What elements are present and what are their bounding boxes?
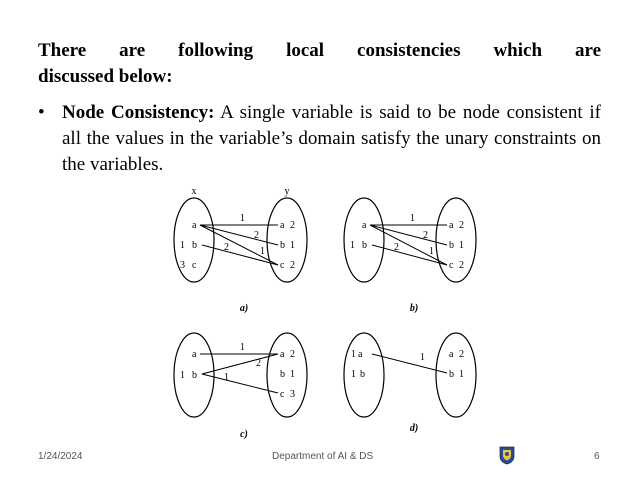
var-y-label: y — [284, 186, 290, 197]
footer-department: Department of AI & DS — [272, 451, 374, 462]
y-value: b — [449, 240, 454, 251]
panel-b — [344, 198, 476, 314]
x-count: 1 — [351, 369, 356, 380]
x-value: b — [362, 240, 367, 251]
bullet-marker: • — [38, 102, 45, 123]
y-count: 1 — [459, 240, 464, 251]
y-value: b — [280, 369, 285, 380]
edge — [370, 225, 447, 245]
heading-line-2: discussed below: — [38, 66, 173, 87]
y-count: 1 — [290, 240, 295, 251]
edge — [202, 245, 278, 265]
domain-y-ellipse — [267, 333, 307, 417]
x-count: 3 — [180, 260, 185, 271]
bullet-body: A single variable is said to be node consistent if all the values in the variable’s domain satisfy the unary constraints on the variables. — [62, 102, 601, 175]
edge-label: 2 — [224, 242, 229, 253]
edge-label: 2 — [394, 242, 399, 253]
y-value: a — [449, 220, 454, 231]
x-value: a — [192, 349, 197, 360]
x-value: a — [192, 220, 197, 231]
institution-logo-icon — [498, 445, 516, 465]
footer-page-number: 6 — [594, 451, 600, 462]
edge-label: 1 — [420, 352, 425, 363]
y-count: 2 — [290, 349, 295, 360]
x-count: 1 — [180, 370, 185, 381]
panel-c — [174, 333, 307, 440]
x-count: 1 — [351, 349, 356, 360]
y-value: b — [280, 240, 285, 251]
panel-caption: c) — [240, 429, 248, 440]
edge-label: 1 — [260, 246, 265, 257]
edge-label: 1 — [410, 213, 415, 224]
bullet-term: Node Consistency: — [62, 102, 215, 123]
y-value: a — [449, 349, 454, 360]
x-count: 1 — [180, 240, 185, 251]
edge-label: 2 — [254, 230, 259, 241]
panel-a — [174, 198, 307, 314]
panel-caption: a) — [239, 303, 249, 314]
domain-y-ellipse — [436, 333, 476, 417]
x-value: b — [192, 370, 197, 381]
y-count: 2 — [290, 220, 295, 231]
y-value: c — [280, 260, 285, 271]
x-value: a — [362, 220, 367, 231]
var-x-label: x — [191, 186, 197, 197]
y-value: c — [449, 260, 454, 271]
domain-y-ellipse — [267, 198, 307, 282]
constraint-graph-figure — [150, 180, 480, 442]
footer-date: 1/24/2024 — [38, 451, 83, 462]
edge-label: 1 — [240, 342, 245, 353]
edge-label: 1 — [429, 246, 434, 257]
edge-label: 1 — [240, 213, 245, 224]
x-count: 1 — [350, 240, 355, 251]
y-value: c — [280, 389, 285, 400]
x-value: b — [360, 369, 365, 380]
domain-y-ellipse — [436, 198, 476, 282]
y-count: 2 — [459, 260, 464, 271]
x-value: b — [192, 240, 197, 251]
heading-line-1: There are following local consistencies which are — [38, 40, 601, 61]
y-count: 2 — [459, 220, 464, 231]
edge-label: 2 — [423, 230, 428, 241]
x-value: c — [192, 260, 197, 271]
x-value: a — [358, 349, 363, 360]
y-value: a — [280, 349, 285, 360]
panel-caption: b) — [409, 303, 419, 314]
y-value: a — [280, 220, 285, 231]
y-value: b — [449, 369, 454, 380]
y-count: 1 — [290, 369, 295, 380]
edge-label: 2 — [256, 358, 261, 369]
y-count: 3 — [290, 389, 295, 400]
bullet-paragraph — [62, 100, 601, 178]
y-count: 2 — [459, 349, 464, 360]
y-count: 2 — [290, 260, 295, 271]
edge — [200, 225, 278, 245]
slide-heading — [38, 38, 601, 90]
panel-d — [344, 333, 476, 434]
edge-label: 1 — [224, 372, 229, 383]
y-count: 1 — [459, 369, 464, 380]
panel-caption: d) — [409, 423, 419, 434]
